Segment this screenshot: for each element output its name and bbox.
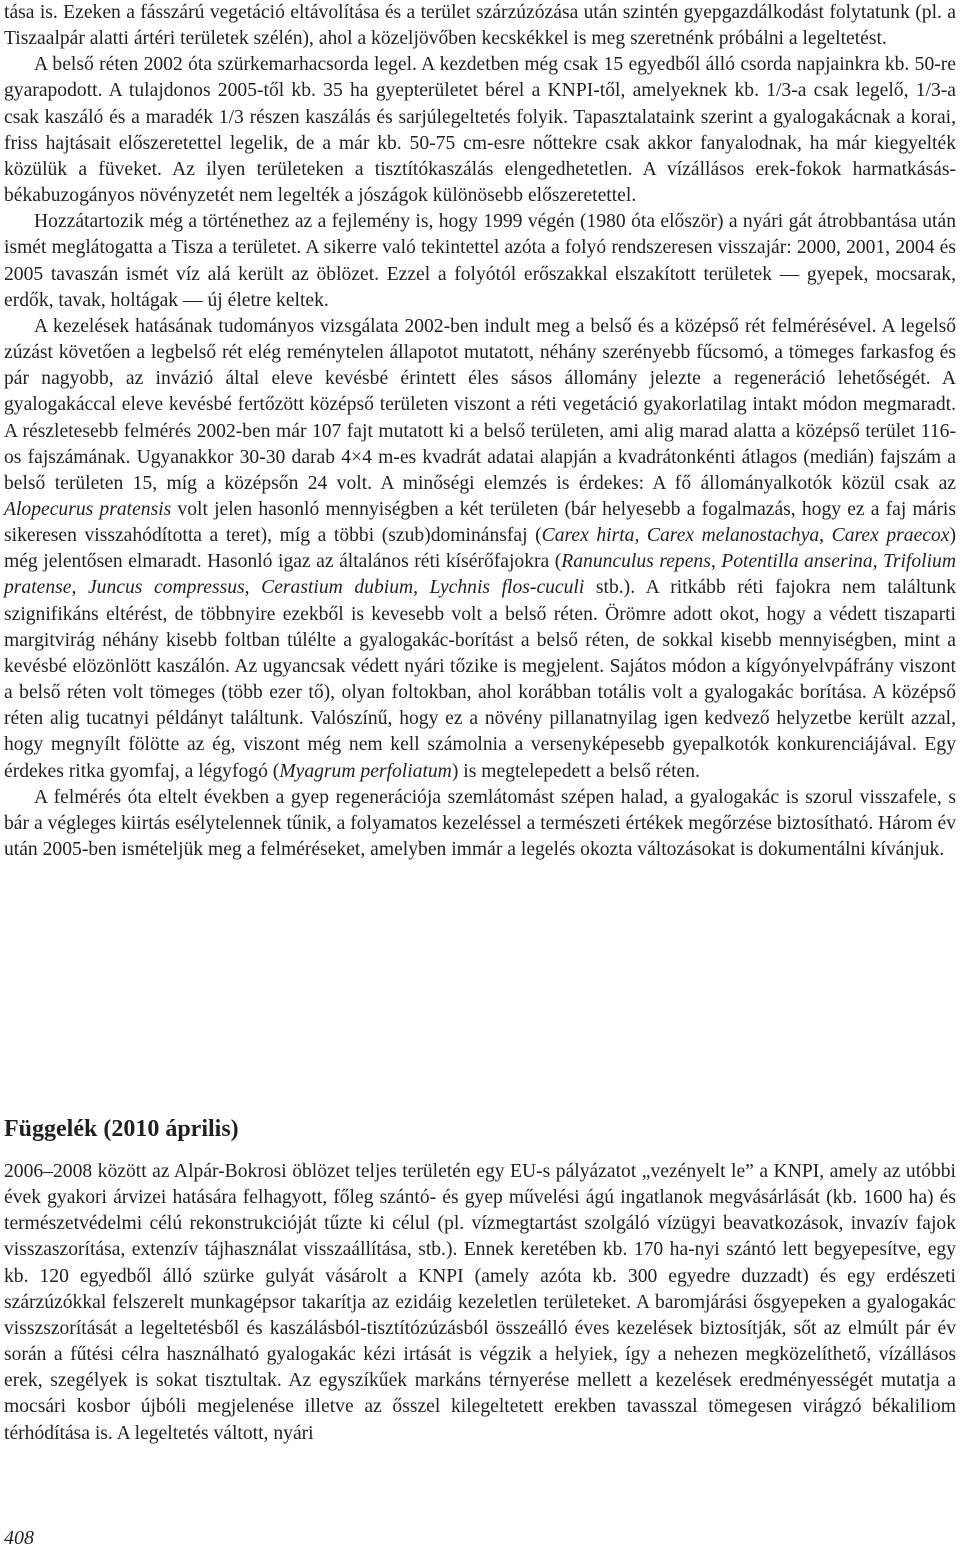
species-name-2: Carex hirta, Carex melanostachya, Carex praecox — [541, 525, 950, 547]
paragraph-4-text-d: stb.). A ritkább réti fajokra nem találtunk szignifikáns eltérést, de többnyire ezekből is kevesebb volt a belső réten. Örömre adott okot, hogy a védett tiszaparti margitvirág néhány kisebb foltban túlélte a gyalogakác-borítást a belső réten, de sokkal kisebb mennyiségben, mint a kevésbé elözönlött kaszálón. Az ugyancsak védett nyári tőzike is megjelent. Sajátos módon a kígyónyelvpáfrány viszont a belső réten volt tömeges (több ezer tő), olyan foltokban, ahol korábban totális volt a gyalogakác borítása. A középső réten alig tucatnyi példányt találtunk. Valószínű, hogy ez a növény pillanatnyilag igen kedvező helyzetbe került azzal, hogy megnyílt fölötte az ég, viszont még nem kell számolnia a versenyképesebb gyepalkotók konkurenciájával. Egy érdekes ritka gyomfaj, a légyfogó ( — [4, 577, 956, 782]
paragraph-3: Hozzátartozik még a történethez az a fejlemény is, hogy 1999 végén (1980 óta először) a nyári gát átrobbantása után ismét meglátogatta a Tisza a területet. A sikerre való tekintettel azóta a folyó rendszeresen visszajár: 2000, 2001, 2004 és 2005 tavaszán ismét víz alá került az öblözet. Ezzel a folyótól erőszakkal elszakított területek — gyepek, mocsarak, erdők, tavak, holtágak — új életre keltek. — [4, 211, 956, 311]
appendix-paragraph-1: 2006–2008 között az Alpár-Bokrosi öblözet teljes területén egy EU-s pályázatot „vezényelt le” a KNPI, amely az utóbbi évek gyakori árvizei hatására felhagyott, főleg szántó- és gyep művelési ágú ingatlanok megvásárlását (kb. 1600 ha) és természetvédelmi célú rekonstrukcióját tűzte ki célul (pl. vízmegtartást szolgáló vízügyi beavatkozások, invazív fajok visszaszorítása, extenzív tájhasználat visszaállítása, stb.). Ennek keretében kb. 170 ha-nyi szántó lett begyepesítve, egy kb. 120 egyedből álló szürke gulyát vásárolt a KNPI (amely azóta kb. 300 egyedre duzzadt) és egy erdészeti szárzúzókkal felszerelt munkagépsor takarítja az ezidáig kezeletlen területeket. A baromjárási ősgyepeken a gyalogakác visszszorítását a legeltetésből és kaszálásból-tisztítózúzásból összeálló éves kezelések biztosítják, sőt az elmúlt pár év során a fűtési célra használható gyalogakác kézi irtását is végzik a helyiek, így a nehezen megközelíthető, vízállásos erek, szegélyek is sokat tisztultak. Az egyszíkűek markáns térnyerése mellett a kezelések eredményességét mutatja a mocsári kosbor újbóli megjelenése illetve az ősszel kilegeltetett erekben tavasszal tömegesen virágzó békaliliom térhódítása is. A legeltetés váltott, nyári — [4, 1161, 956, 1444]
paragraph-4-text-c: ) még jelentősen elmaradt. Hasonló igaz az általános réti kísérőfajokra ( — [4, 525, 956, 573]
paragraph-4 — [4, 314, 956, 785]
paragraph-5: A felmérés óta eltelt években a gyep regenerációja szemlátomást szépen halad, a gyalogakác is szorul visszafele, s bár a végleges kiirtás esélytelennek tűnik, a folyamatos kezeléssel a természeti értékek megőrzése biztosítható. Három év után 2005-ben ismételjük meg a felméréseket, amelyben immár a legelés okozta változásokat is dokumentálni kívánjuk. — [4, 786, 956, 860]
main-text — [4, 0, 956, 863]
species-name-1: Alopecurus pratensis — [4, 498, 172, 520]
species-name-3: Ranunculus repens, Potentilla anserina, Trifolium pratense, Juncus compressus, Cerastium dubium, Lychnis flos-cuculi — [4, 551, 957, 599]
paragraph-4-text-a: A kezelések hatásának tudományos vizsgálata 2002-ben indult meg a belső és a középső rét felmérésével. A legelső zúzást követően a legbelső rét elég reménytelen állapotot mutatott, néhány szerényebb fűcsomó, a tömeges farkasfog és pár nagyobb, az invázió által eleve kevésbé érintett éles sásos állomány jelezte a regeneráció lehetőségét. A gyalogakáccal eleve kevésbé fertőzött középső területen viszont a réti vegetáció gyakorlatilag intakt módon megmaradt. A részletesebb felmérés 2002-ben már 107 fajt mutatott ki a belső területen, ami alig marad alatta a középső terület 116-os fajszámának. Ugyanakkor 30-30 darab 4×4 m-es kvadrát adatai alapján a kvadrátonkénti átlagos (medián) fajszám a belső területen 15, míg a középsőn 24 volt. A minőségi elemzés is érdekes: A fő állományalkotók közül csak az — [4, 315, 956, 494]
paragraph-2: A belső réten 2002 óta szürkemarhacsorda legel. A kezdetben még csak 15 egyedből álló csorda napjainkra kb. 50-re gyarapodott. A tulajdonos 2005-től kb. 35 ha gyepterületet bérel a KNPI-től, amelyeknek kb. 1/3-a csak legelő, 1/3-a csak kaszáló és a maradék 1/3 részen kaszálás és sarjúlegeltetés folyik. Tapasztalataink szerint a gyalogakácnak a korai, friss hajtásait előszeretettel legelik, de a már kb. 50-75 cm-esre nőttekre csak akkor fanyalodnak, ha már kiegyelték közülük a füveket. Az ilyen területeken a tisztítókaszálás elengedhetetlen. A vízállásos erek-fokok harmatkásás-békabuzogányos növényzetét nem legelték a jószágok különösebb előszeretettel. — [4, 54, 956, 207]
species-name-4: Myagrum perfoliatum — [279, 760, 452, 782]
paragraph-4-text-e: ) is megtelepedett a belső réten. — [451, 760, 700, 782]
page-number: 408 — [4, 1527, 34, 1549]
paragraph-1: tása is. Ezeken a fásszárú vegetáció eltávolítása és a terület szárzúzózása után szintén gyepgazdálkodást folytatunk (pl. a Tiszaalpár alatti ártéri területek szélén), ahol a közeljövőben kecskékkel is meg szeretnénk próbálni a legeltetést. — [4, 2, 956, 50]
paragraph-4-text-b: volt jelen hasonló mennyiségben a két területen (bár helyesebb a fogalmazás, hogy ez a faj máris sikeresen visszahódította a teret), míg a többi (szub)dominánsfaj ( — [4, 498, 956, 547]
appendix-body — [4, 1159, 956, 1447]
appendix-title: Függelék (2010 április) — [4, 1116, 239, 1142]
